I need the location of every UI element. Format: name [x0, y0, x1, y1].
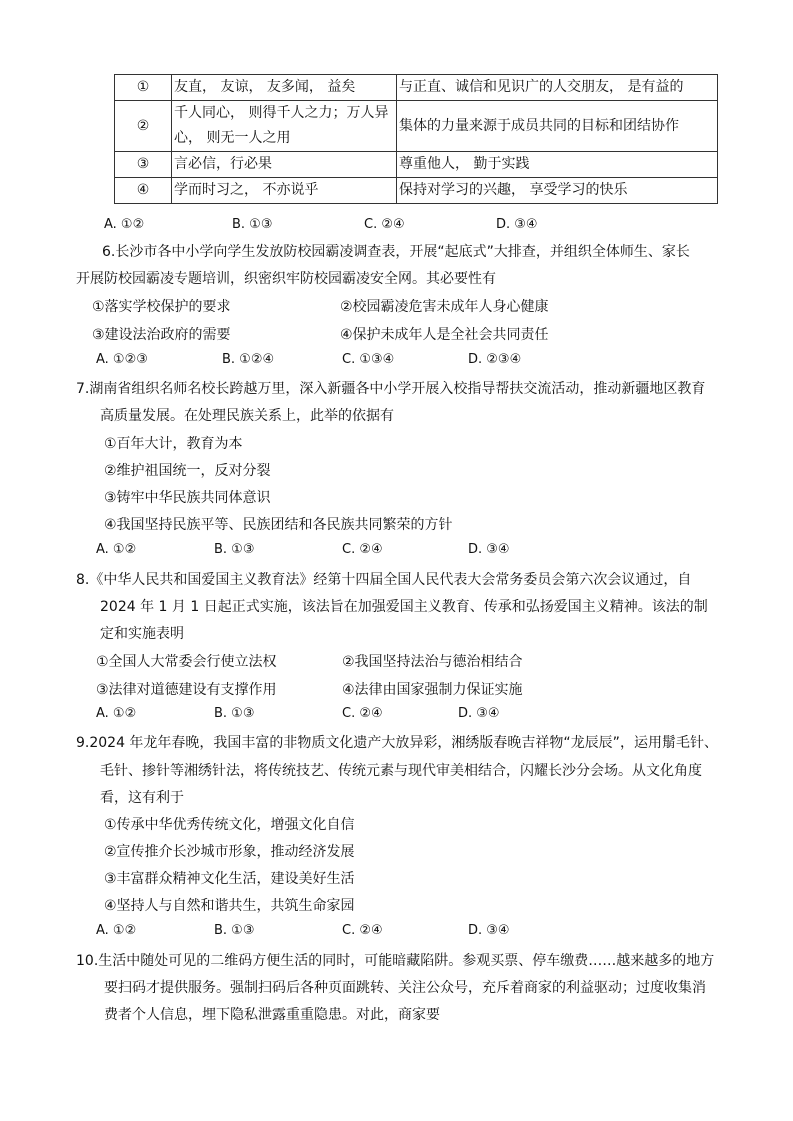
q7-option-d: D. ③④: [468, 542, 510, 557]
q9-item-1: ①传承中华优秀传统文化，增强文化自信: [104, 817, 355, 833]
q6-option-d: D. ②③④: [468, 352, 522, 367]
q8-stem-line2: 2024 年 1 月 1 日起正式实施，该法旨在加强爱国主义教育、传承和弘扬爱国主义精神。该法的制: [100, 599, 708, 615]
q8-item-3: ③法律对道德建设有支撑作用: [96, 682, 277, 698]
quote-cell: 言必信，行必果: [172, 152, 397, 178]
q5-option-a: A. ①②: [104, 217, 145, 232]
q7-stem-line2: 高质量发展。在处理民族关系上，此举的依据有: [100, 408, 394, 424]
meaning-cell: 集体的力量来源于成员共同的目标和团结协作: [397, 101, 718, 152]
q5-option-d: D. ③④: [496, 217, 538, 232]
q10-stem-line1: 10.生活中随处可见的二维码方便生活的同时，可能暗藏陷阱。参观买票、停车缴费……越来越多的地方: [76, 953, 715, 969]
q8-option-d: D. ③④: [458, 706, 500, 721]
q9-stem-line1: 9.2024 年龙年春晚，我国丰富的非物质文化遗产大放异彩，湘绣版春晚吉祥物“龙辰辰”，运用鬅毛针、: [76, 735, 718, 751]
q6-item-4: ④保护未成年人是全社会共同责任: [340, 327, 549, 343]
meaning-cell: 保持对学习的兴趣， 享受学习的快乐: [397, 178, 718, 204]
q6-option-b: B. ①②④: [222, 352, 275, 367]
q9-item-2: ②宣传推介长沙城市形象，推动经济发展: [104, 844, 355, 860]
meaning-cell: 尊重他人， 勤于实践: [397, 152, 718, 178]
table-row: [115, 152, 718, 178]
q5-option-b: B. ①③: [232, 217, 273, 232]
q7-item-1: ①百年大计，教育为本: [104, 436, 243, 452]
q7-item-4: ④我国坚持民族平等、民族团结和各民族共同繁荣的方针: [104, 517, 453, 533]
q5-option-c: C. ②④: [364, 217, 405, 232]
q8-stem-line1: 8.《中华人民共和国爱国主义教育法》经第十四届全国人民代表大会常务委员会第六次会议通过，自: [76, 572, 692, 588]
q6-item-2: ②校园霸凌危害未成年人身心健康: [340, 299, 549, 315]
q7-option-b: B. ①③: [214, 542, 255, 557]
quote-cell: 学而时习之， 不亦说乎: [172, 178, 397, 204]
q6-item-1: ①落实学校保护的要求: [92, 299, 231, 315]
table-row: [115, 178, 718, 204]
q9-option-a: A. ①②: [96, 923, 137, 938]
q9-stem-line3: 看，这有利于: [100, 790, 184, 806]
q9-option-d: D. ③④: [468, 923, 510, 938]
q8-item-4: ④法律由国家强制力保证实施: [342, 682, 523, 698]
q7-item-3: ③铸牢中华民族共同体意识: [104, 490, 271, 506]
q8-item-2: ②我国坚持法治与德治相结合: [342, 654, 523, 670]
q8-option-b: B. ①③: [214, 706, 255, 721]
q6-option-a: A. ①②③: [96, 352, 148, 367]
q8-option-c: C. ②④: [342, 706, 383, 721]
table-row: [115, 101, 718, 152]
meaning-cell: 与正直、诚信和见识广的人交朋友， 是有益的: [397, 75, 718, 101]
q8-item-1: ①全国人大常委会行使立法权: [96, 654, 277, 670]
q7-item-2: ②维护祖国统一，反对分裂: [104, 463, 271, 479]
row-number: ④: [115, 178, 172, 204]
q7-option-c: C. ②④: [342, 542, 383, 557]
q9-item-4: ④坚持人与自然和谐共生，共筑生命家园: [104, 898, 355, 914]
q6-stem-line1: 6.长沙市各中小学向学生发放防校园霸凌调查表，开展“起底式”大排查，并组织全体师生、家长: [102, 244, 690, 260]
q6-item-3: ③建设法治政府的需要: [92, 327, 231, 343]
q9-option-b: B. ①③: [214, 923, 255, 938]
q9-stem-line2: 毛针、掺针等湘绣针法，将传统技艺、传统元素与现代审美相结合，闪耀长沙分会场。从文化角度: [100, 763, 702, 779]
q9-item-3: ③丰富群众精神文化生活，建设美好生活: [104, 871, 355, 887]
table-row: [115, 75, 718, 101]
q7-stem-line1: 7.湖南省组织名师名校长跨越万里，深入新疆各中小学开展入校指导帮扶交流活动，推动新疆地区教育: [76, 381, 706, 397]
q6-stem-line2: 开展防校园霸凌专题培训，织密织牢防校园霸凌安全网。其必要性有: [76, 271, 496, 287]
quote-cell: 千人同心， 则得千人之力；万人异心， 则无一人之用: [172, 101, 397, 152]
q5-table: [114, 74, 718, 204]
row-number: ③: [115, 152, 172, 178]
q8-stem-line3: 定和实施表明: [100, 626, 184, 642]
q10-stem-line2: 要扫码才提供服务。强制扫码后各种页面跳转、关注公众号，充斥着商家的利益驱动；过度收集消: [104, 980, 706, 996]
q6-option-c: C. ①③④: [342, 352, 395, 367]
q8-option-a: A. ①②: [96, 706, 137, 721]
q10-stem-line3: 费者个人信息，埋下隐私泄露重重隐患。对此，商家要: [104, 1007, 440, 1023]
row-number: ②: [115, 101, 172, 152]
q9-option-c: C. ②④: [342, 923, 383, 938]
q7-option-a: A. ①②: [96, 542, 137, 557]
quote-cell: 友直， 友谅， 友多闻， 益矣: [172, 75, 397, 101]
row-number: ①: [115, 75, 172, 101]
